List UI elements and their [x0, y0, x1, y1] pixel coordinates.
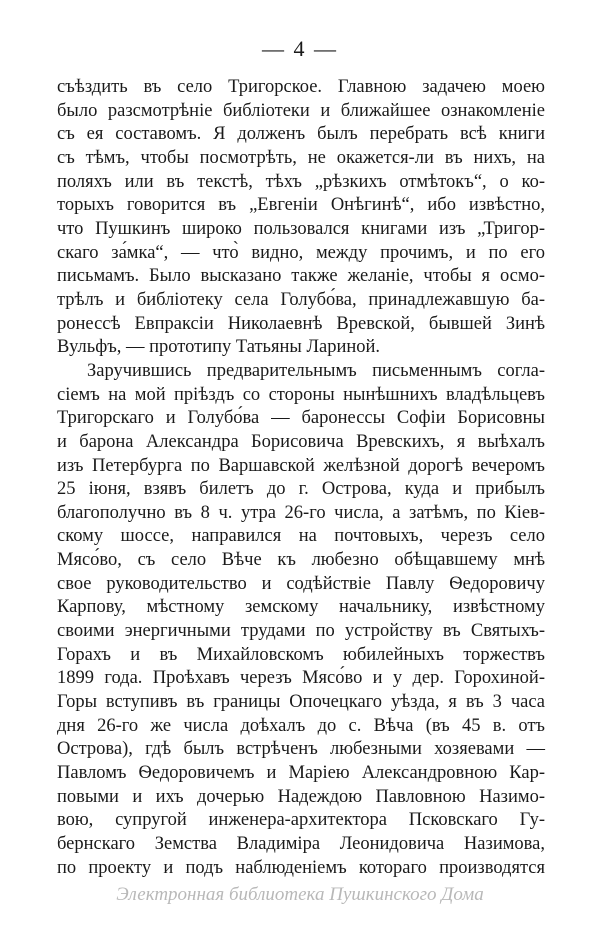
text-line: Мясо́во, съ село Вѣче къ любезно обѣщавшему мнѣ: [57, 550, 545, 571]
text-line: 1899 года. Проѣхавъ черезъ Мясо́во и у дер. Горохиной-: [57, 668, 545, 689]
text-line: Горахъ и въ Михайловскомъ юбилейныхъ торжествъ: [57, 644, 545, 665]
text-line: Тригорскаго и Голубо́ва — баронессы Софіи Борисовны: [57, 408, 545, 429]
text-line: что Пушкинъ широко пользовался книгами изъ „Тригор-: [57, 218, 545, 239]
text-line: было разсмотрѣніе библіотеки и ближайшее ознакомленіе: [57, 100, 545, 121]
text-line: Карпову, мѣстному земскому начальнику, извѣстному: [57, 597, 545, 618]
text-line: съѣздить въ село Тригорское. Главною задачею моею: [57, 77, 545, 97]
text-line: Павломъ Ѳедоровичемъ и Маріею Александровною Кар-: [57, 763, 545, 784]
text-line: съ ея составомъ. Я долженъ былъ перебрать всѣ книги: [57, 124, 545, 145]
text-line: письмамъ. Было высказано также желаніе, чтобы я осмо-: [57, 266, 545, 287]
text-line: свое руководительство и содѣйствіе Павлу Ѳедоровичу: [57, 573, 545, 594]
text-line: 25 іюня, взявъ билетъ до г. Острова, куда и прибылъ: [57, 479, 545, 500]
text-line: благополучно въ 8 ч. утра 26-го числа, а затѣмъ, по Кіев-: [57, 502, 545, 523]
text-line: Вульфъ, — прототипу Татьяны Лариной.: [57, 337, 381, 358]
body-text: [57, 76, 545, 880]
text-line: ронессѣ Евпраксіи Николаевнѣ Вревской, бывшей Зинѣ: [57, 313, 545, 334]
paragraph: [57, 360, 545, 880]
page-number: — 4 —: [262, 36, 338, 61]
text-line: Заручившись предварительнымъ письменнымъ согла-: [87, 360, 545, 381]
text-line: сіемъ на мой пріѣздъ со стороны нынѣшнихъ владѣльцевъ: [57, 384, 545, 405]
text-line: съ тѣмъ, чтобы посмотрѣть, не окажется-ли въ нихъ, на: [57, 147, 545, 168]
text-line: своими энергичными трудами по устройству въ Святыхъ-: [57, 621, 545, 642]
text-line: Острова), гдѣ былъ встрѣченъ любезными хозяевами —: [57, 739, 545, 760]
text-line: скому шоссе, направился на почтовыхъ, черезъ село: [57, 526, 545, 547]
text-line: бернскаго Земства Владиміра Леонидовича Назимова,: [57, 834, 545, 854]
text-line: торыхъ говорится въ „Евгеніи Онѣгинѣ“, ибо извѣстно,: [57, 195, 545, 216]
text-line: Горы вступивъ въ границы Опочецкаго уѣзда, я въ 3 часа: [57, 692, 545, 713]
text-line: скаго за́мка“, — что̀ видно, между прочимъ, и по его: [57, 242, 545, 263]
text-line: вою, супругой инженера-архитектора Псковскаго Гу-: [57, 810, 545, 831]
library-watermark: Электронная библиотека Пушкинского Дома: [116, 884, 484, 905]
paragraph: [57, 76, 545, 360]
text-line: по проекту и подъ наблюденіемъ котораго производятся: [57, 857, 545, 878]
text-line: повыми и ихъ дочерью Надеждою Павловною Назимо-: [57, 786, 545, 807]
text-line: и барона Александра Борисовича Вревскихъ, я выѣхалъ: [57, 431, 545, 452]
text-line: поляхъ или въ текстѣ, тѣхъ „рѣзкихъ отмѣтокъ“, о ко-: [57, 171, 545, 192]
text-line: изъ Петербурга по Варшавской желѣзной дорогѣ вечеромъ: [57, 455, 545, 476]
text-line: дня 26-го же числа доѣхалъ до с. Вѣча (въ 45 в. отъ: [57, 715, 545, 736]
text-line: трѣлъ и библіотеку села Голубо́ва, принадлежавшую ба-: [57, 289, 545, 310]
